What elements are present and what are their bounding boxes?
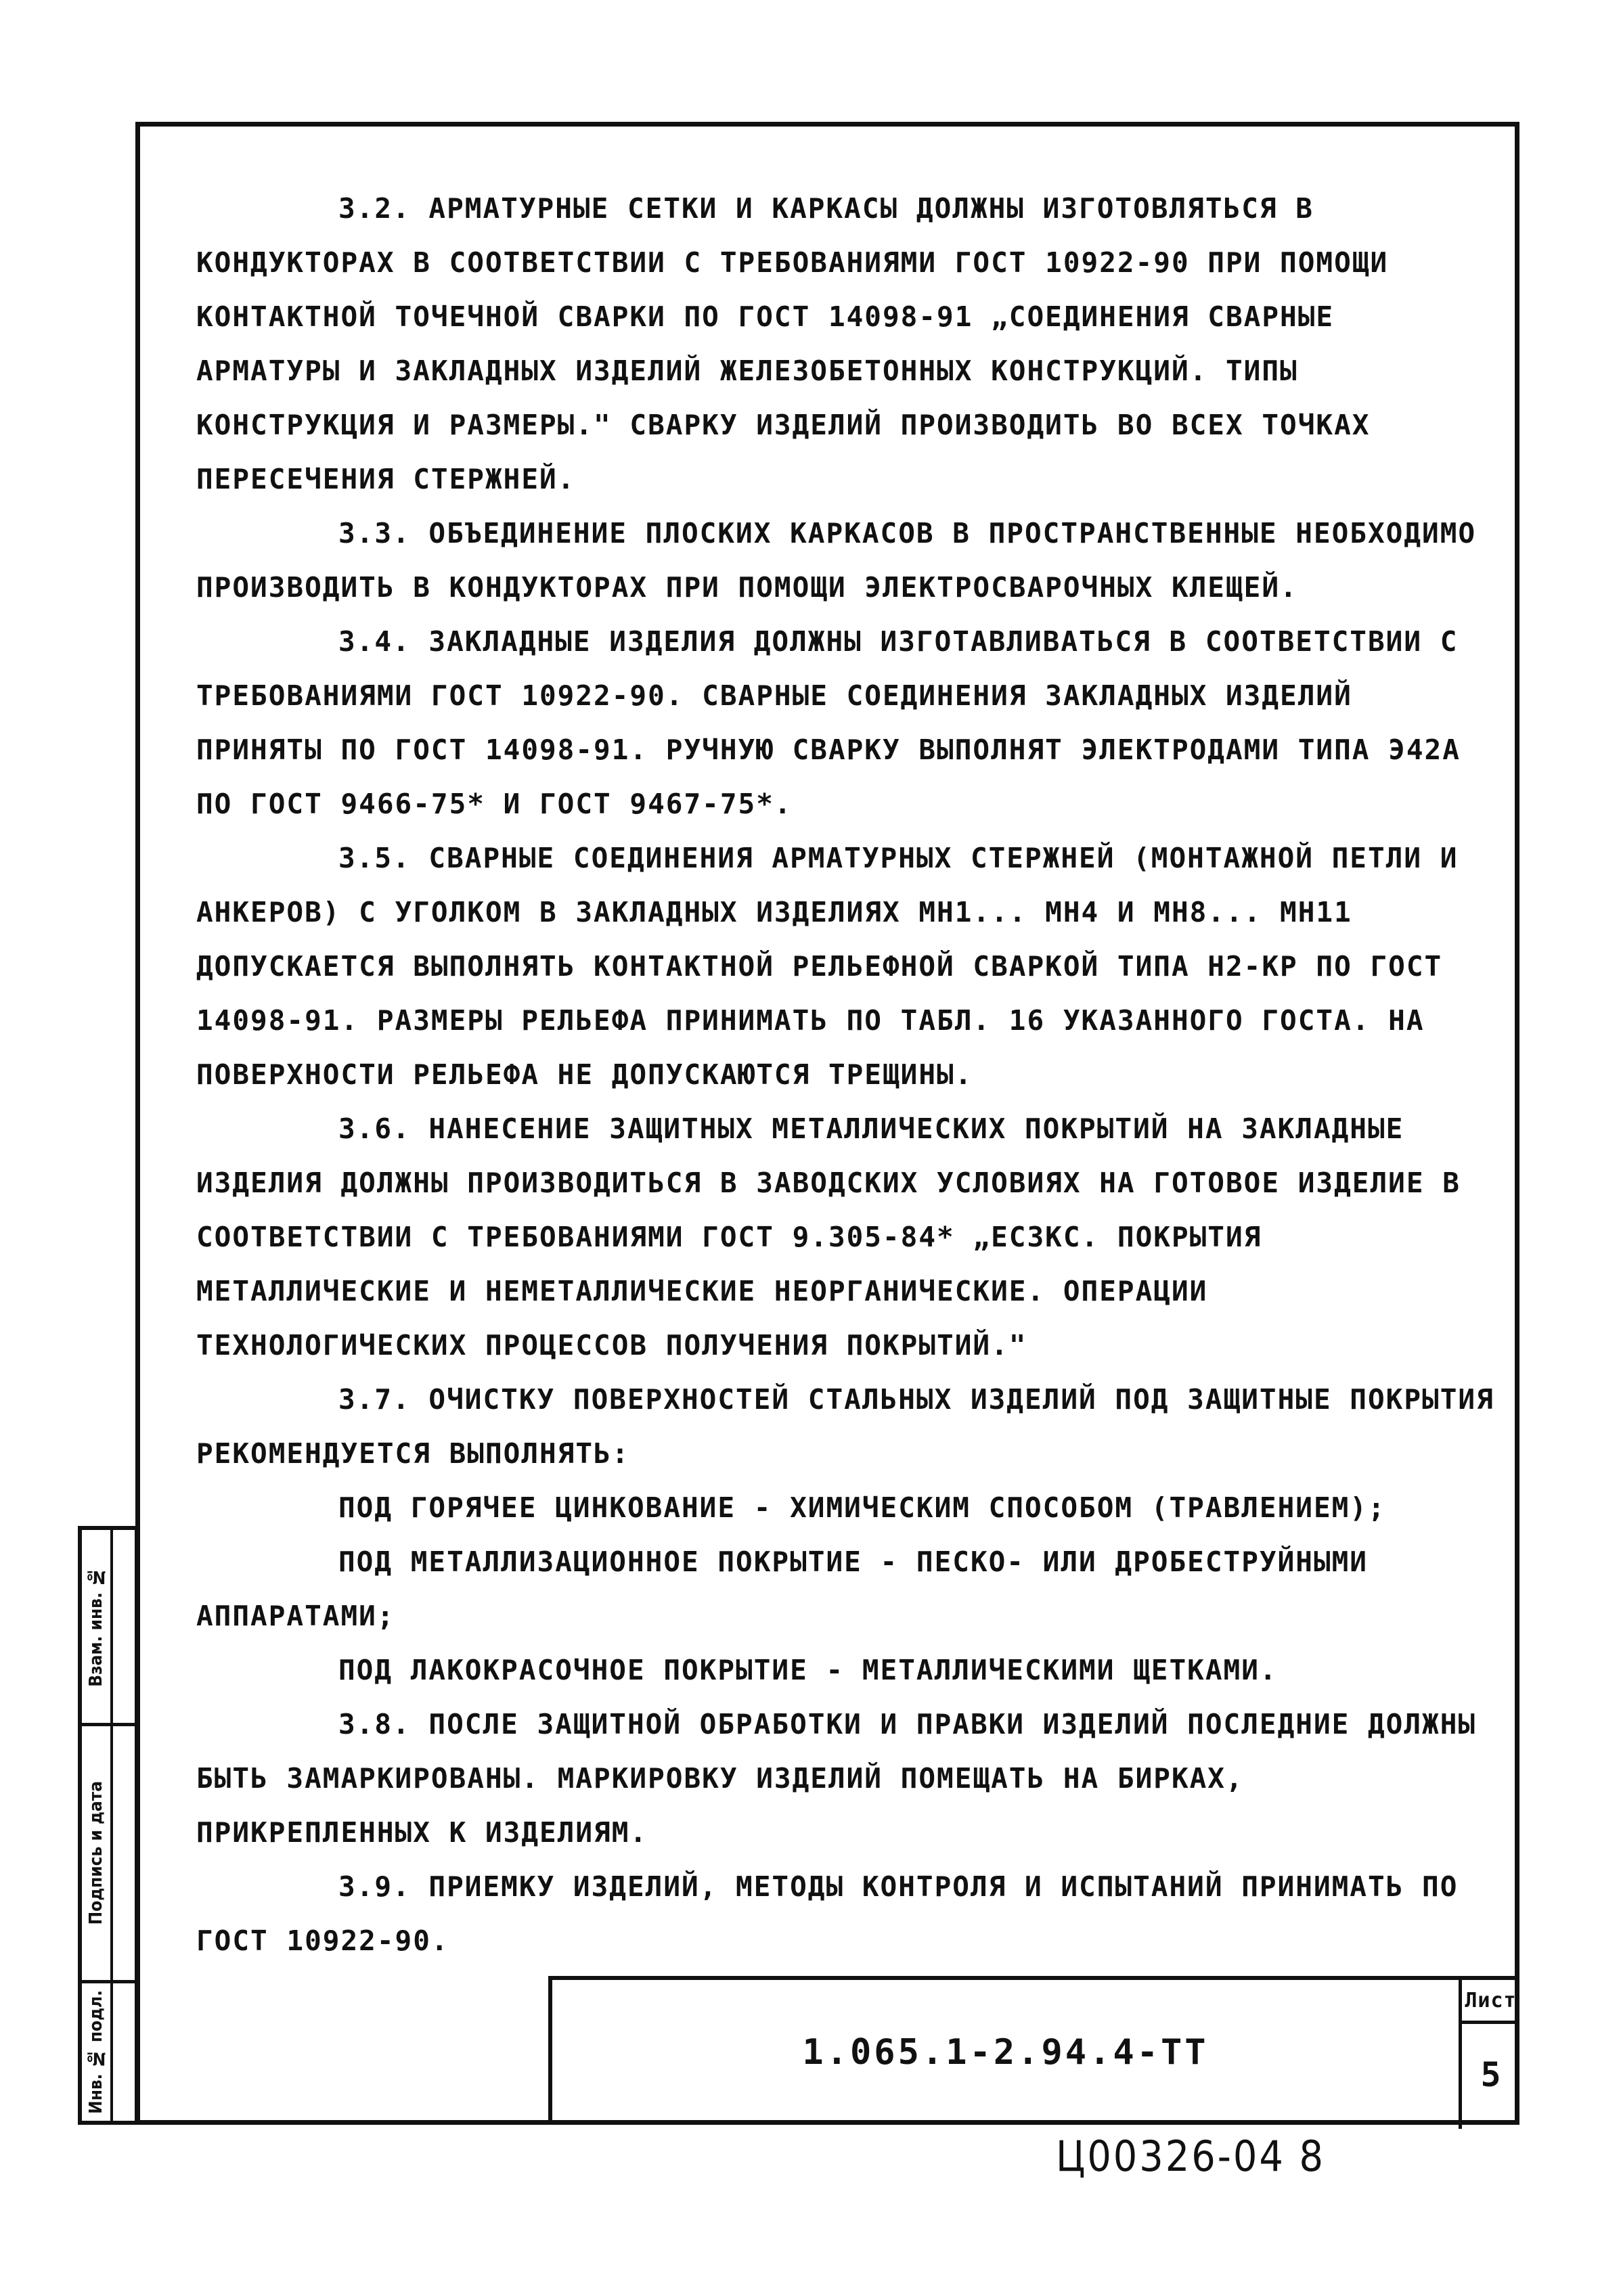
paragraph-3-2: 3.2. АРМАТУРНЫЕ СЕТКИ И КАРКАСЫ ДОЛЖНЫ ИЗГОТОВЛЯТЬСЯ В КОНДУКТОРАХ В СООТВЕТСТВИИ С ТРЕБОВАНИЯМИ ГОСТ 10922-90 ПРИ ПОМОЩИ КОНТАКТНОЙ ТОЧЕЧНОЙ СВАРКИ ПО ГОСТ 14098-91 „СОЕДИНЕНИЯ СВАРНЫЕ АРМАТУРЫ И ЗАКЛАДНЫХ ИЗДЕЛИЙ ЖЕЛЕЗОБЕТОННЫХ КОНСТРУКЦИЙ. ТИПЫ КОНСТРУКЦИЯ И РАЗМЕРЫ." СВАРКУ ИЗДЕЛИЙ ПРОИЗВОДИТЬ ВО ВСЕХ ТОЧКАХ ПЕРЕСЕЧЕНИЯ СТЕРЖНЕЙ. <box>196 192 1389 495</box>
paragraph-3-5: 3.5. СВАРНЫЕ СОЕДИНЕНИЯ АРМАТУРНЫХ СТЕРЖНЕЙ (МОНТАЖНОЙ ПЕТЛИ И АНКЕРОВ) С УГОЛКОМ В ЗАКЛАДНЫХ ИЗДЕЛИЯХ МН1... МН4 И МН8... МН11 ДОПУСКАЕТСЯ ВЫПОЛНЯТЬ КОНТАКТНОЙ РЕЛЬЕФНОЙ СВАРКОЙ ТИПА Н2-КР ПО ГОСТ 14098-91. РАЗМЕРЫ РЕЛЬЕФА ПРИНИМАТЬ ПО ТАБЛ. 16 УКАЗАННОГО ГОСТА. НА ПОВЕРХНОСТИ РЕЛЬЕФА НЕ ДОПУСКАЮТСЯ ТРЕЩИНЫ. <box>196 842 1459 1091</box>
paragraph-3-3: 3.3. ОБЪЕДИНЕНИЕ ПЛОСКИХ КАРКАСОВ В ПРОСТРАНСТВЕННЫЕ НЕОБХОДИМО ПРОИЗВОДИТЬ В КОНДУКТОРАХ ПРИ ПОМОЩИ ЭЛЕКТРОСВАРОЧНЫХ КЛЕЩЕЙ. <box>196 517 1477 604</box>
strip-cell-original-inv <box>82 1983 135 2121</box>
strip-cell-signature-date <box>82 1726 135 1983</box>
strip-cell-replacement-inv <box>82 1530 135 1726</box>
paragraph-3-4: 3.4. ЗАКЛАДНЫЕ ИЗДЕЛИЯ ДОЛЖНЫ ИЗГОТАВЛИВАТЬСЯ В СООТВЕТСТВИИ С ТРЕБОВАНИЯМИ ГОСТ 10922-90. СВАРНЫЕ СОЕДИНЕНИЯ ЗАКЛАДНЫХ ИЗДЕЛИЙ ПРИНЯТЫ ПО ГОСТ 14098-91. РУЧНУЮ СВАРКУ ВЫПОЛНЯТ ЭЛЕКТРОДАМИ ТИПА Э42А ПО ГОСТ 9466-75* И ГОСТ 9467-75*. <box>196 625 1461 820</box>
body-text <box>196 181 1496 1968</box>
paragraph-3-7: 3.7. ОЧИСТКУ ПОВЕРХНОСТЕЙ СТАЛЬНЫХ ИЗДЕЛИЙ ПОД ЗАЩИТНЫЕ ПОКРЫТИЯ РЕКОМЕНДУЕТСЯ ВЫПОЛНЯТЬ: <box>196 1383 1494 1470</box>
paragraph-3-8: 3.8. ПОСЛЕ ЗАЩИТНОЙ ОБРАБОТКИ И ПРАВКИ ИЗДЕЛИЙ ПОСЛЕДНИЕ ДОЛЖНЫ БЫТЬ ЗАМАРКИРОВАНЫ. МАРКИРОВКУ ИЗДЕЛИЙ ПОМЕЩАТЬ НА БИРКАХ, ПРИКРЕПЛЕННЫХ К ИЗДЕЛИЯМ. <box>196 1708 1477 1849</box>
left-margin-strip <box>78 1526 139 2125</box>
paragraph-3-7-galvanizing: ПОД ГОРЯЧЕЕ ЦИНКОВАНИЕ - ХИМИЧЕСКИМ СПОСОБОМ (ТРАВЛЕНИЕМ); <box>338 1491 1386 1524</box>
strip-label-original-inv: Инв. № подл. <box>86 1990 106 2114</box>
strip-label-replacement-inv: Взам. инв. № <box>86 1566 106 1687</box>
document-code: 1.065.1-2.94.4-ТТ <box>802 2032 1209 2073</box>
paragraph-3-7-metallization: ПОД МЕТАЛЛИЗАЦИОННОЕ ПОКРЫТИЕ - ПЕСКО- ИЛИ ДРОБЕСТРУЙНЫМИ АППАРАТАМИ; <box>196 1546 1368 1632</box>
title-block <box>548 1976 1519 2125</box>
sheet-label: Лист <box>1462 1980 1519 2024</box>
paragraph-3-7-paint: ПОД ЛАКОКРАСОЧНОЕ ПОКРЫТИЕ - МЕТАЛЛИЧЕСКИМИ ЩЕТКАМИ. <box>338 1654 1278 1686</box>
strip-label-signature-date: Подпись и дата <box>86 1781 106 1925</box>
archive-mark: Ц00326-04 8 <box>1056 2132 1326 2181</box>
sheet-number-box <box>1459 1980 1519 2129</box>
sheet-number: 5 <box>1480 2055 1501 2094</box>
paragraph-3-6: 3.6. НАНЕСЕНИЕ ЗАЩИТНЫХ МЕТАЛЛИЧЕСКИХ ПОКРЫТИЙ НА ЗАКЛАДНЫЕ ИЗДЕЛИЯ ДОЛЖНЫ ПРОИЗВОДИТЬСЯ В ЗАВОДСКИХ УСЛОВИЯХ НА ГОТОВОЕ ИЗДЕЛИЕ В СООТВЕТСТВИИ С ТРЕБОВАНИЯМИ ГОСТ 9.305-84* „ЕСЗКС. ПОКРЫТИЯ МЕТАЛЛИЧЕСКИЕ И НЕМЕТАЛЛИЧЕСКИЕ НЕОРГАНИЧЕСКИЕ. ОПЕРАЦИИ ТЕХНОЛОГИЧЕСКИХ ПРОЦЕССОВ ПОЛУЧЕНИЯ ПОКРЫТИЙ." <box>196 1112 1461 1361</box>
paragraph-3-9: 3.9. ПРИЕМКУ ИЗДЕЛИЙ, МЕТОДЫ КОНТРОЛЯ И ИСПЫТАНИЙ ПРИНИМАТЬ ПО ГОСТ 10922-90. <box>196 1870 1459 1957</box>
